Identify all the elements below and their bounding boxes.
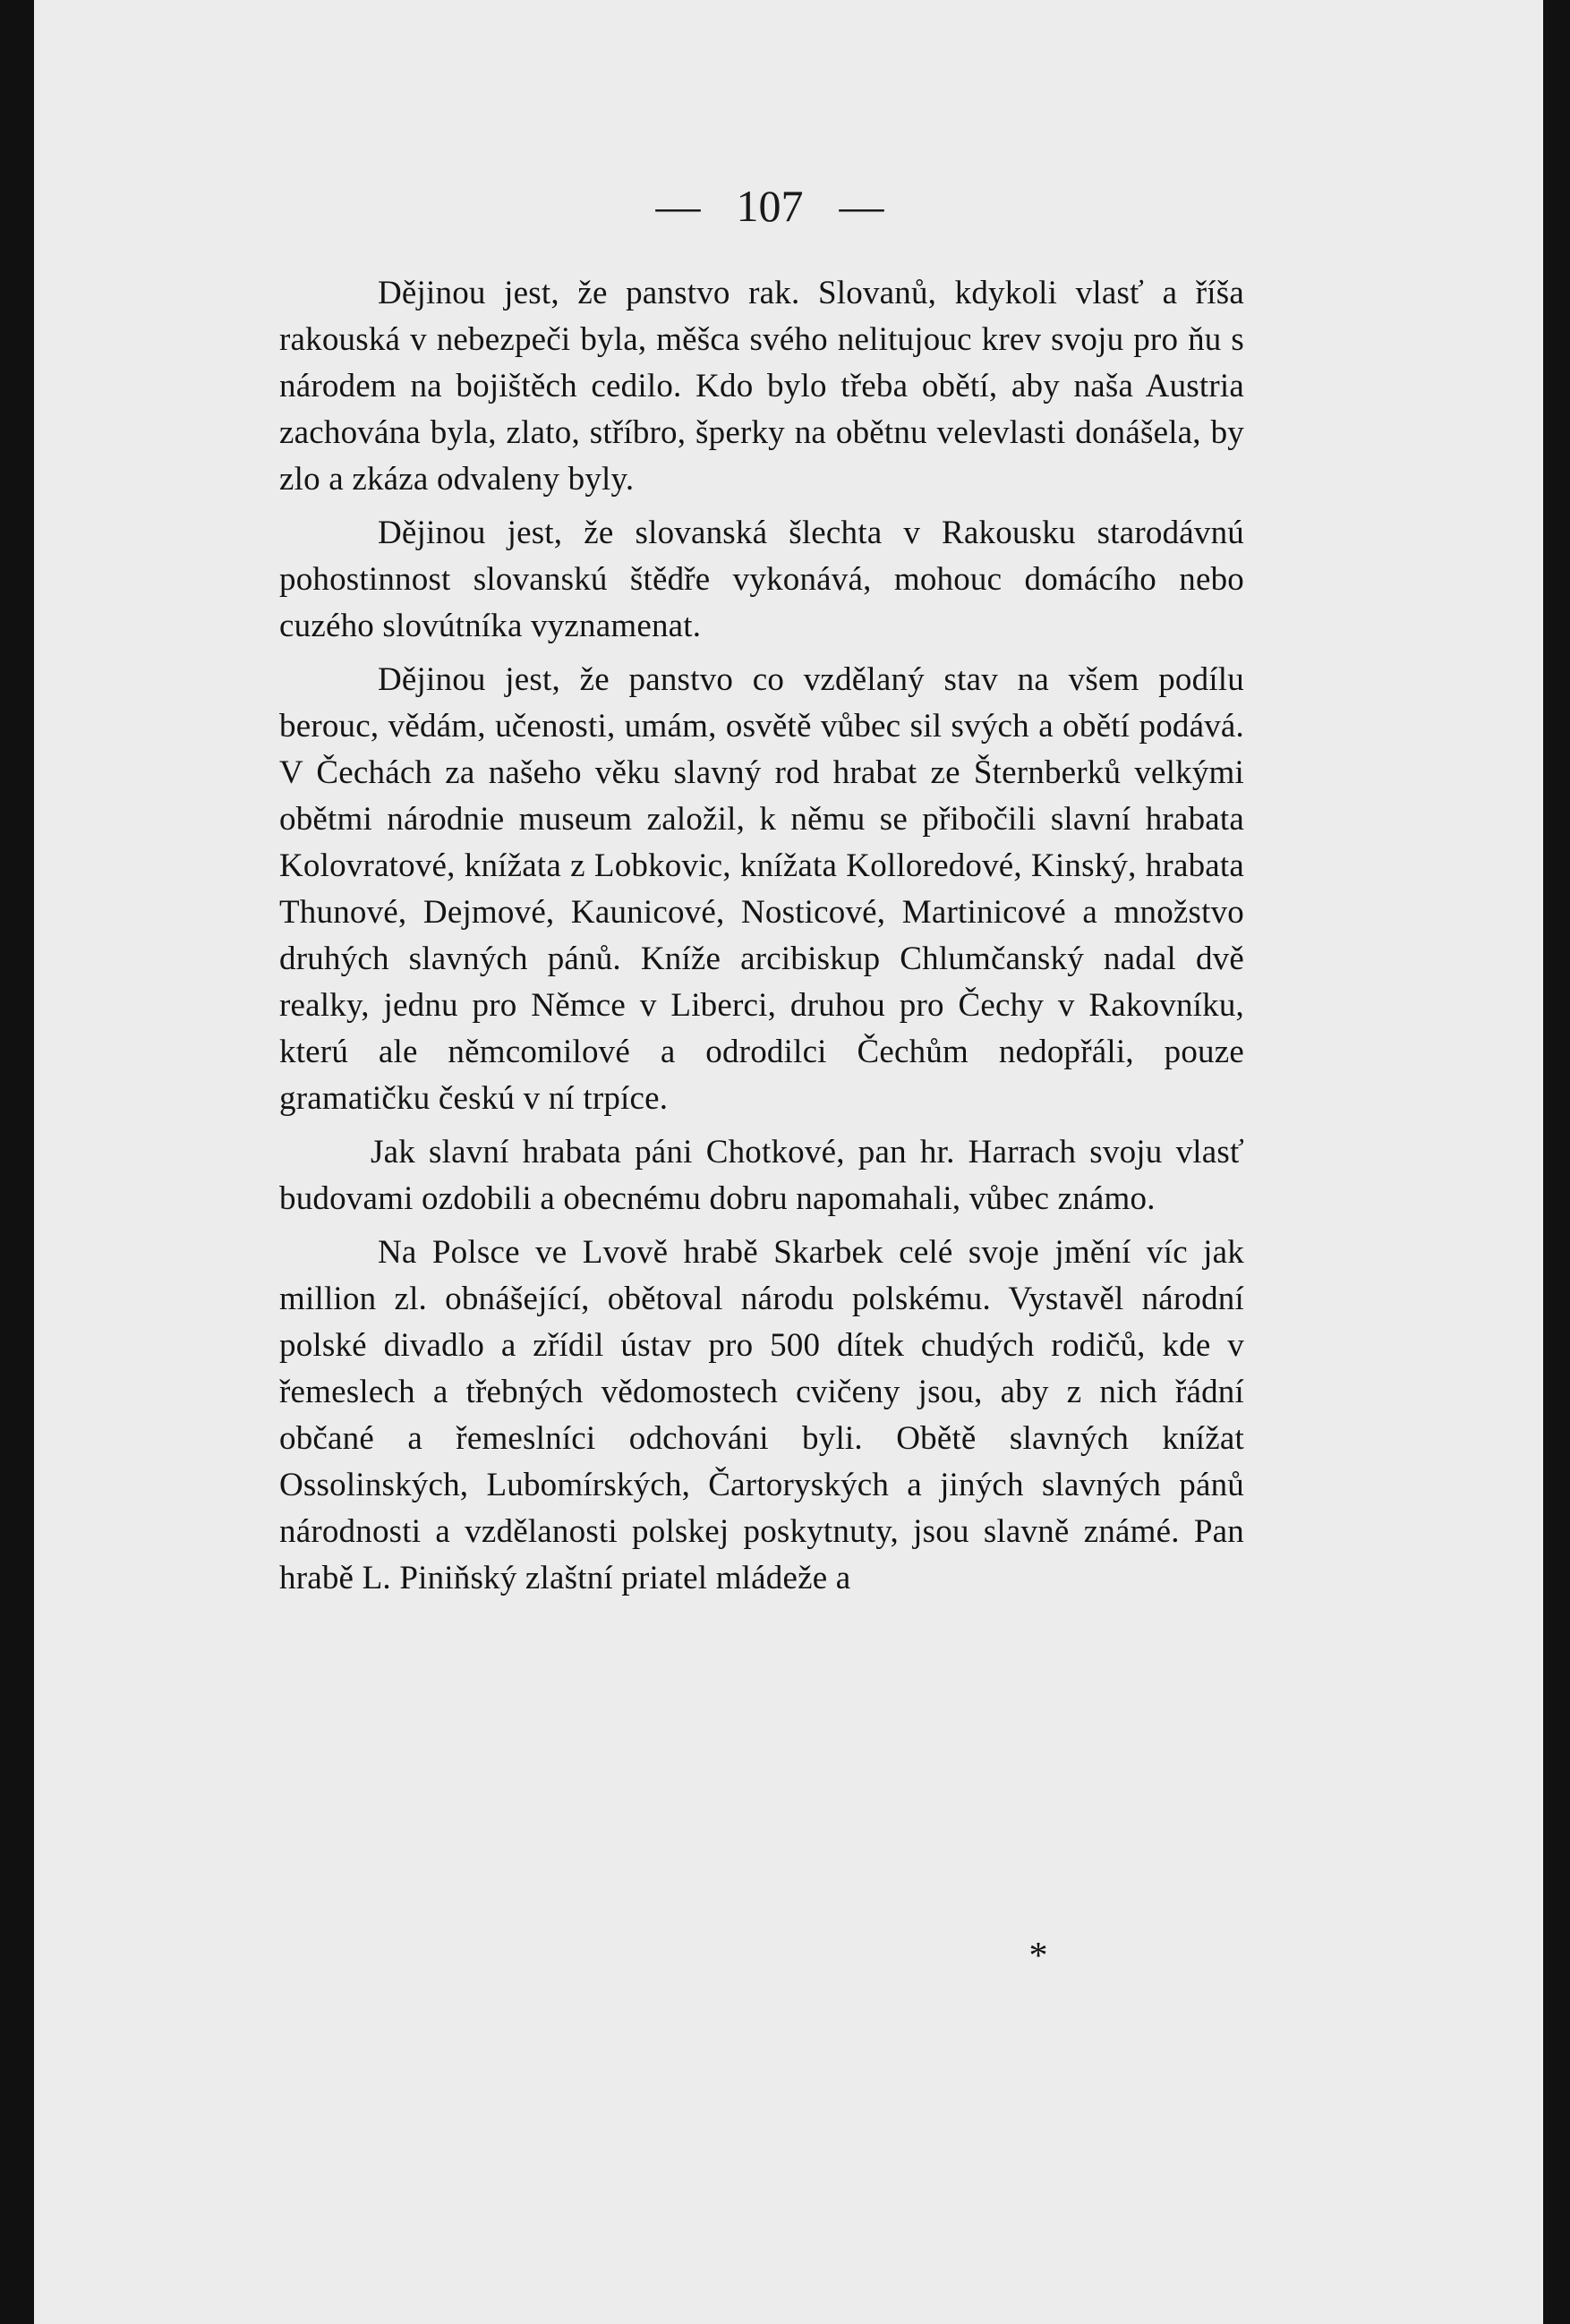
scan-border-left <box>0 0 34 2324</box>
scan-border-right <box>1543 0 1570 2324</box>
header-dash-left: — <box>655 181 701 231</box>
paragraph-2: Dějinou jest, že slovanská šlechta v Rakousku starodávnú pohostinnost slovanskú štědře vykonává, mohouc domácího nebo cuzého slovútníka vyznamenat. <box>279 515 1244 644</box>
paragraph-4: Jak slavní hrabata páni Chotkové, pan hr. Harrach svoju vlasť budovami ozdobili a obecnému dobru napomahali, vůbec známo. <box>279 1134 1244 1217</box>
page-header <box>609 179 931 233</box>
body-text <box>279 270 1244 1609</box>
header-dash-right: — <box>839 181 884 231</box>
page-number: 107 <box>736 181 804 231</box>
paragraph-5: Na Polsce ve Lvově hrabě Skarbek celé svoje jmění víc jak million zl. obnášející, obětoval národu polskému. Vystavěl národní polské divadlo a zřídil ústav pro 500 dítek chudých rodičů, kde v řemeslech a třebných vědomostech cvičeny jsou, aby z nich řádní občané a řemeslníci odchováni byli. Obětě slavných knížat Ossolinských, Lubomírských, Čartoryských a jiných slavných pánů národnosti a vzdělanosti polskej poskytnuty, jsou slavně známé. Pan hrabě L. Piniňský zlaštní priatel mládeže a <box>279 1234 1244 1596</box>
paragraph-3: Dějinou jest, že panstvo co vzdělaný stav na všem podílu berouc, vědám, učenosti, umám, osvětě vůbec sil svých a obětí podává. V Čechách za našeho věku slavný rod hrabat ze Šternberků velkými obětmi národnie museum založil, k němu se přibočili slavní hrabata Kolovratové, knížata z Lobkovic, knížata Kolloredové, Kinský, hrabata Thunové, Dejmové, Kaunicové, Nosticové, Martinicové a množstvo druhých slavných pánů. Kníže arcibiskup Chlumčanský nadal dvě realky, jednu pro Němce v Liberci, druhou pro Čechy v Rakovníku, kterú ale němcomilové a odrodilci Čechům nedopřáli, pouze gramatičku českú v ní trpíce. <box>279 661 1244 1117</box>
signature-mark: * <box>1028 1936 1048 1977</box>
paragraph-1: Dějinou jest, že panstvo rak. Slovanů, kdykoli vlasť a říša rakouská v nebezpeči byla, měšca svého nelitujouc krev svoju pro ňu s národem na bojištěch cedilo. Kdo bylo třeba obětí, aby naša Austria zachována byla, zlato, stříbro, šperky na obětnu velevlasti donášela, by zlo a zkáza odvaleny byly. <box>279 275 1244 498</box>
